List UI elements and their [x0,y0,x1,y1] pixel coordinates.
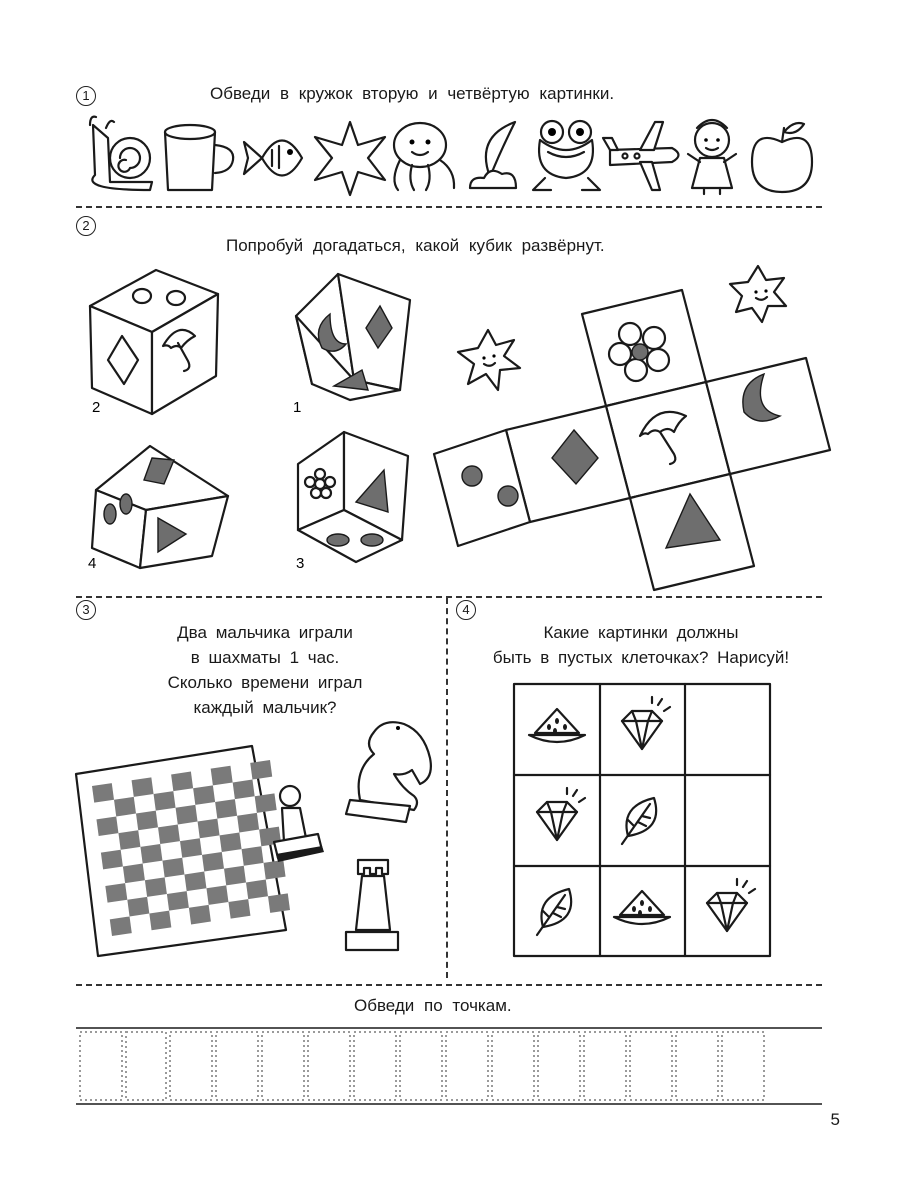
trace-box[interactable] [170,1032,212,1100]
task-5-instruction: Обведи по точкам. [354,996,512,1015]
trace-box[interactable] [722,1032,764,1100]
cube-3-label: 3 [296,555,305,572]
trace-box[interactable] [538,1032,580,1100]
trace-box[interactable] [400,1032,442,1100]
trace-box[interactable] [492,1032,534,1100]
task-3-number: 3 [76,600,96,620]
trace-box[interactable] [446,1032,488,1100]
trace-box[interactable] [216,1032,258,1100]
trace-box[interactable] [308,1032,350,1100]
task-2-instruction: Попробуй догадаться, какой кубик развёрнут. [226,236,605,255]
cube-1-label: 1 [293,399,302,416]
task-1-instruction: Обведи в кружок вторую и четвёртую картинки. [210,84,615,103]
trace-box[interactable] [80,1032,122,1100]
task-3-line-1: Два мальчика играли [177,623,353,642]
task-3-line-4: каждый мальчик? [193,698,337,717]
trace-box[interactable] [584,1032,626,1100]
task-3-line-2: в шахматы 1 час. [190,648,340,667]
cube-4-label: 4 [88,555,97,572]
task-3-line-3: Сколько времени играл [167,673,363,692]
trace-box[interactable] [262,1032,304,1100]
page-number: 5 [830,1110,840,1129]
task-2-number: 2 [76,216,96,236]
task-4-number: 4 [456,600,476,620]
cube-2-label: 2 [92,399,101,416]
trace-box[interactable] [676,1032,718,1100]
trace-box[interactable] [354,1032,396,1100]
trace-box[interactable] [630,1032,672,1100]
task-4-line-1: Какие картинки должны [543,623,739,642]
task-4-line-2: быть в пустых клеточках? Нарисуй! [492,648,790,667]
trace-box[interactable] [126,1032,166,1100]
task-1-number: 1 [76,86,96,106]
